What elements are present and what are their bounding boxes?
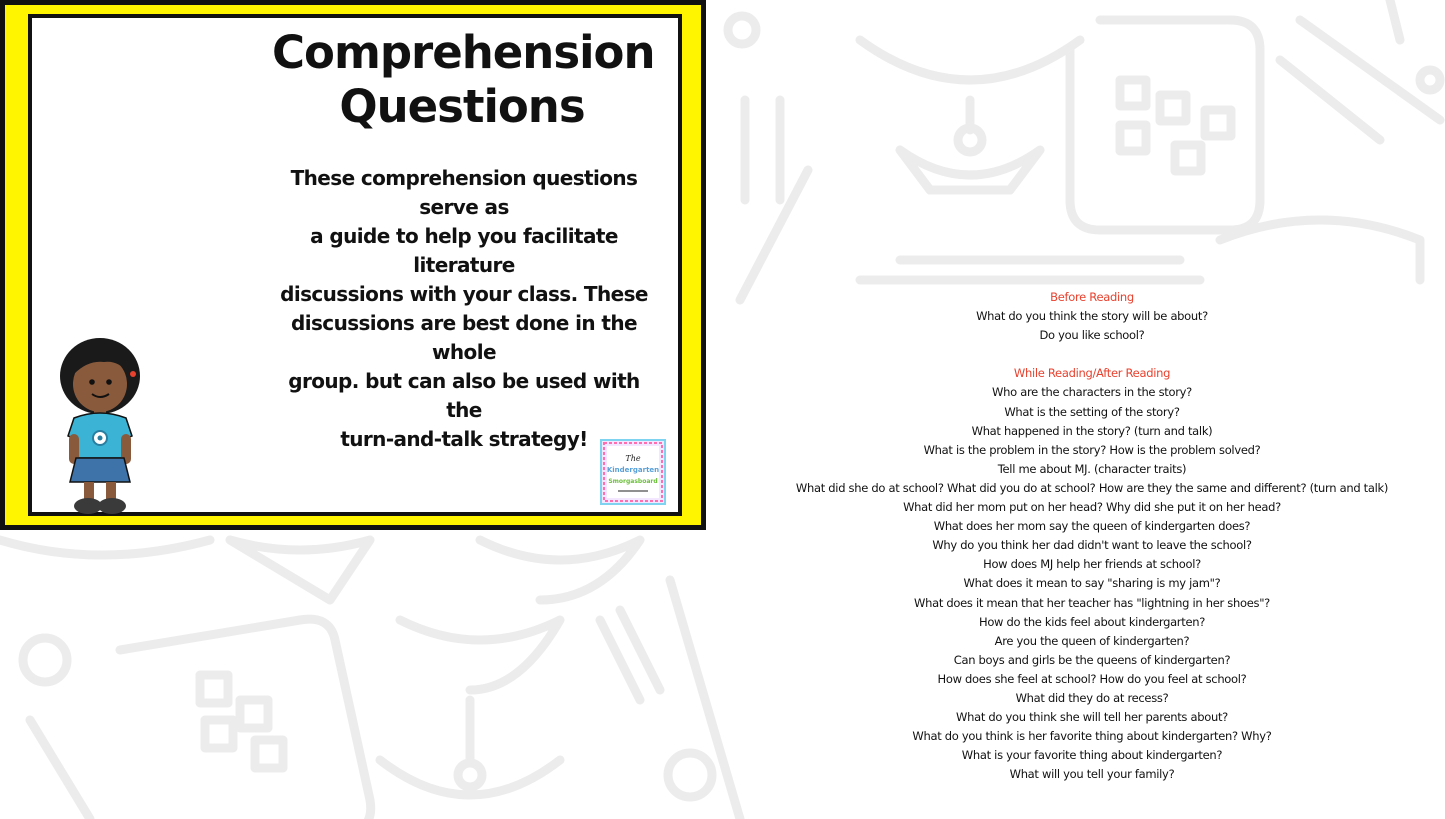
question-item: What do you think is her favorite thing about kindergarten? Why? [912,729,1272,744]
question-item: What do you think the story will be about? [976,309,1208,324]
question-item: What do you think she will tell her parents about? [956,710,1228,725]
globe-doodle-icon [860,40,1080,80]
logo-text-line: Kindergarten [606,466,660,474]
question-item: What is the problem in the story? How is the problem solved? [923,442,1261,457]
question-item: What did she do at school? What did you do at school? How are they the same and different? (turn and talk) [795,480,1389,495]
title-line-2: Questions [339,80,585,133]
slide-title [272,26,655,134]
question-item: Can boys and girls be the queens of kindergarten? [953,652,1231,667]
question-item: What does it mean to say "sharing is my jam"? [963,576,1221,591]
description-line: turn-and-talk strategy! [340,427,588,451]
description-line: discussions are best done in the whole [291,311,637,364]
question-item: Do you like school? [1039,328,1145,343]
slide-content [28,14,682,516]
intro-slide [0,0,706,530]
question-item: How does MJ help her friends at school? [983,557,1201,572]
question-item: Who are the characters in the story? [992,385,1192,400]
question-item: What did they do at recess? [1015,690,1169,705]
description-line: These comprehension questions serve as [290,166,638,219]
comprehension-question-list [772,288,1412,794]
description-line: group. but can also be used with the [288,369,640,422]
question-item: Why do you think her dad didn't want to leave the school? [932,538,1252,553]
question-item: How do the kids feel about kindergarten? [978,614,1206,629]
logo-text-line: Smorgasboard [608,478,658,485]
while-reading-heading: While Reading/After Reading [1013,366,1171,381]
question-item: What is your favorite thing about kindergarten? [961,748,1223,763]
pencil-doodle-icon [745,100,780,200]
description-line: a guide to help you facilitate literature [310,224,618,277]
circle-doodle-icon [728,16,756,44]
question-item: Tell me about MJ. (character traits) [997,461,1187,476]
question-item: Are you the queen of kindergarten? [994,633,1190,648]
circle-doodle-icon-2 [23,638,67,682]
spacer [772,345,1412,364]
question-item: What is the setting of the story? [1004,404,1180,419]
question-item: What will you tell your family? [1009,767,1175,782]
slide-description [268,164,660,454]
question-item: How does she feel at school? How do you feel at school? [937,671,1247,686]
question-item: What happened in the story? (turn and talk) [971,423,1213,438]
kindergarten-smorgasboard-logo [600,439,666,505]
question-item: What did her mom put on her head? Why did she put it on her head? [903,500,1281,515]
question-item: What does it mean that her teacher has "lightning in her shoes"? [914,595,1270,610]
logo-text-line: The [625,454,641,463]
calculator-doodle-icon-2 [120,619,371,819]
title-line-1: Comprehension [272,26,655,79]
description-line: discussions with your class. These [280,282,648,306]
question-item: What does her mom say the queen of kindergarten does? [933,519,1251,534]
girl-illustration [54,336,154,518]
before-reading-heading: Before Reading [1050,290,1134,304]
